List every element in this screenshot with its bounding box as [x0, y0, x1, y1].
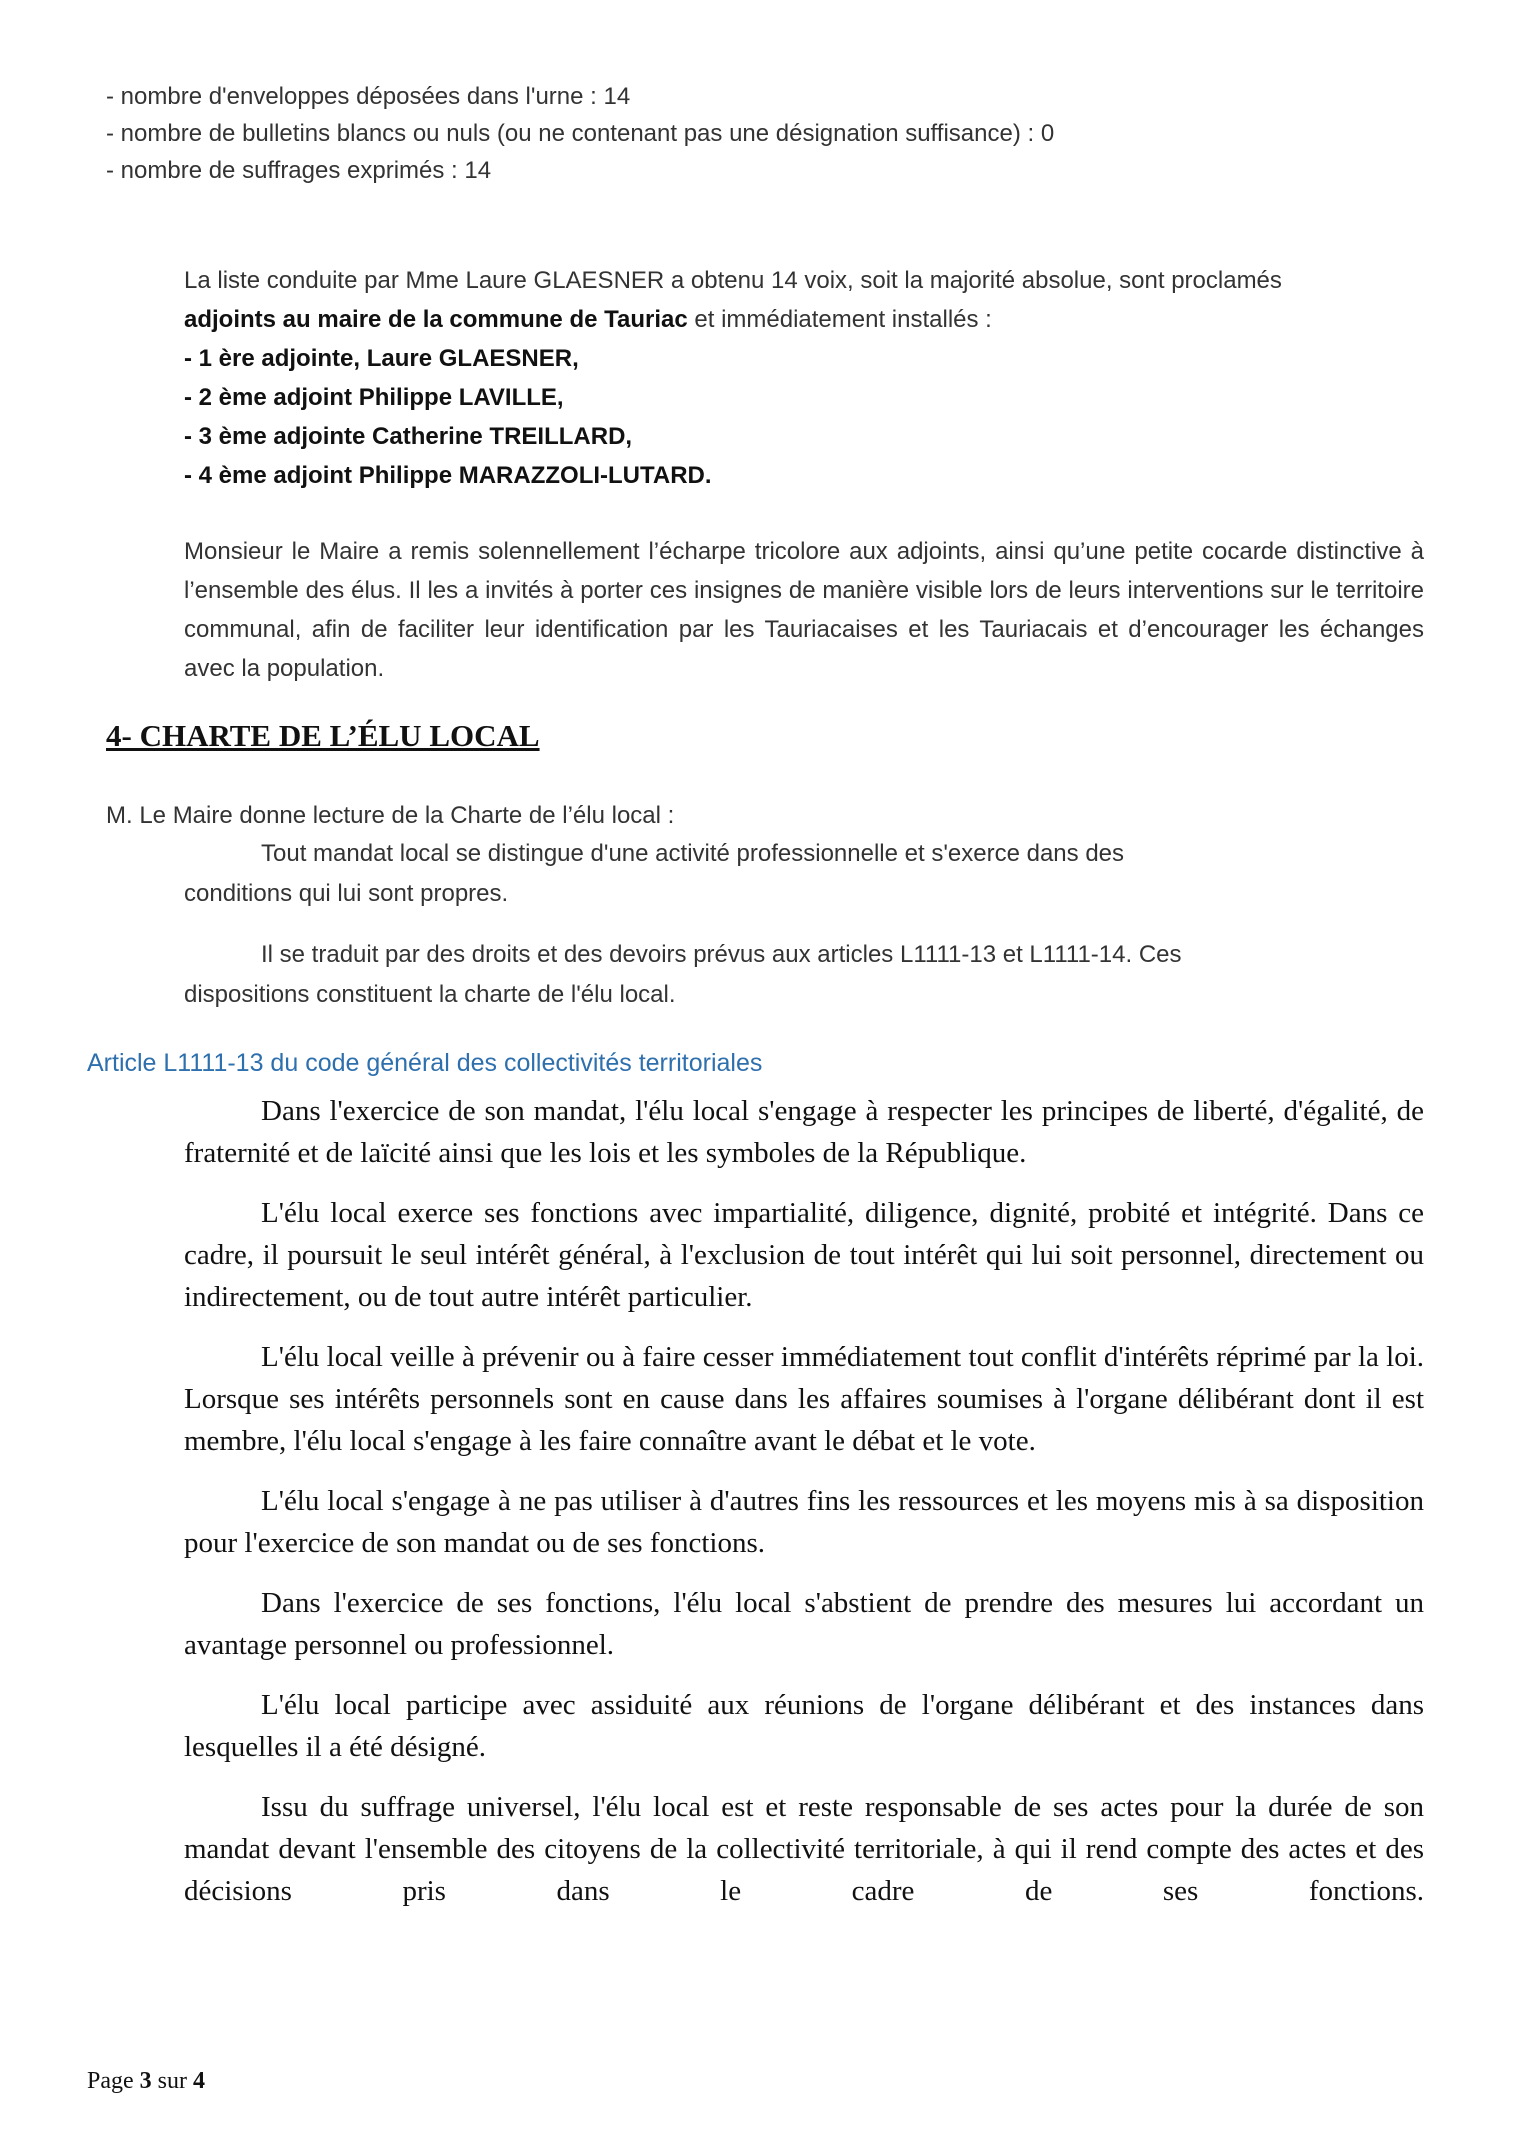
adjoint-3: - 3 ème adjointe Catherine TREILLARD,	[184, 423, 633, 450]
article-paragraph: Dans l'exercice de son mandat, l'élu local s'engage à respecter les principes de liberté, d'égalité, de fraternité et de laïcité ainsi que les lois et les symboles de la République.	[184, 1095, 1424, 1169]
article-paragraph: L'élu local veille à prévenir ou à faire cesser immédiatement tout conflit d'intérêts réprimé par la loi. Lorsque ses intérêts personnels sont en cause dans les affaires soumises à l'organe délibérant dont il est membre, l'élu local s'engage à les faire connaître avant le débat et le vote.	[184, 1341, 1424, 1457]
charte-intro-paragraph-2	[184, 935, 1284, 1015]
result-proclaimed	[184, 300, 1434, 339]
vote-count-expressed: - nombre de suffrages exprimés : 14	[106, 157, 492, 184]
adjoint-4: - 4 ème adjoint Philippe MARAZZOLI-LUTARD.	[184, 462, 712, 489]
result-proclaimed-bold: adjoints au maire de la commune de Tauriac	[184, 306, 688, 333]
section-title: 4- CHARTE DE L’ÉLU LOCAL	[106, 718, 540, 753]
charte-p2-first-line: Il se traduit par des droits et des devoirs prévus aux articles L1111-13 et L1111-14. Ces	[261, 941, 1182, 968]
article-paragraph: Issu du suffrage universel, l'élu local est et reste responsable de ses actes pour la durée de son mandat devant l'ensemble des citoyens de la collectivité territoriale, à qui il rend compte des actes et des décisions pris dans le cadre de ses fonctions.	[184, 1791, 1424, 1907]
article-paragraph: L'élu local exerce ses fonctions avec impartialité, diligence, dignité, probité et intégrité. Dans ce cadre, il poursuit le seul intérêt général, à l'exclusion de tout intérêt qui lui soit personnel, directement ou indirectement, ou de tout autre intérêt particulier.	[184, 1197, 1424, 1313]
footer-page-label: Page	[87, 2068, 134, 2094]
election-result	[184, 261, 1434, 495]
vote-count-blank: - nombre de bulletins blancs ou nuls (ou ne contenant pas une désignation suffisance) : 0	[106, 120, 1055, 147]
article-body	[184, 1090, 1424, 1930]
page-footer	[87, 2068, 205, 2095]
cocarde-paragraph: Monsieur le Maire a remis solennellement l’écharpe tricolore aux adjoints, ainsi qu’une petite cocarde distinctive à l’ensemble des élus. Il les a invités à porter ces insignes de manière visible lors de leurs interventions sur le territoire communal, afin de faciliter leur identification par les Tauriacaises et les Tauriacais et d’encourager les échanges avec la population.	[184, 538, 1424, 682]
vote-count-envelopes: - nombre d'enveloppes déposées dans l'urne : 14	[106, 83, 631, 110]
vote-count-list	[106, 78, 1406, 189]
footer-page-total: 4	[193, 2068, 205, 2094]
article-title: Article L1111-13 du code général des collectivités territoriales	[87, 1049, 763, 1077]
charte-p1-first-line: Tout mandat local se distingue d'une activité professionnelle et s'exerce dans des	[261, 840, 1125, 867]
footer-of-label: sur	[157, 2068, 187, 2094]
charte-p1-second-line: conditions qui lui sont propres.	[184, 880, 509, 907]
article-paragraph: Dans l'exercice de ses fonctions, l'élu local s'abstient de prendre des mesures lui accordant un avantage personnel ou professionnel.	[184, 1587, 1424, 1661]
result-intro: La liste conduite par Mme Laure GLAESNER a obtenu 14 voix, soit la majorité absolue, sont proclamés	[184, 267, 1282, 294]
adjoint-2: - 2 ème adjoint Philippe LAVILLE,	[184, 384, 564, 411]
article-paragraph: L'élu local participe avec assiduité aux réunions de l'organe délibérant et des instances dans lesquelles il a été désigné.	[184, 1689, 1424, 1763]
charte-p2-second-line: dispositions constituent la charte de l'élu local.	[184, 981, 676, 1008]
article-paragraph: L'élu local s'engage à ne pas utiliser à d'autres fins les ressources et les moyens mis à sa disposition pour l'exercice de son mandat ou de ses fonctions.	[184, 1485, 1424, 1559]
lecture-line: M. Le Maire donne lecture de la Charte de l’élu local :	[106, 802, 675, 829]
footer-page-number: 3	[139, 2068, 152, 2094]
adjoint-1: - 1 ère adjointe, Laure GLAESNER,	[184, 345, 579, 372]
result-proclaimed-rest: et immédiatement installés :	[687, 306, 992, 333]
charte-intro-paragraph-1	[184, 834, 1284, 914]
